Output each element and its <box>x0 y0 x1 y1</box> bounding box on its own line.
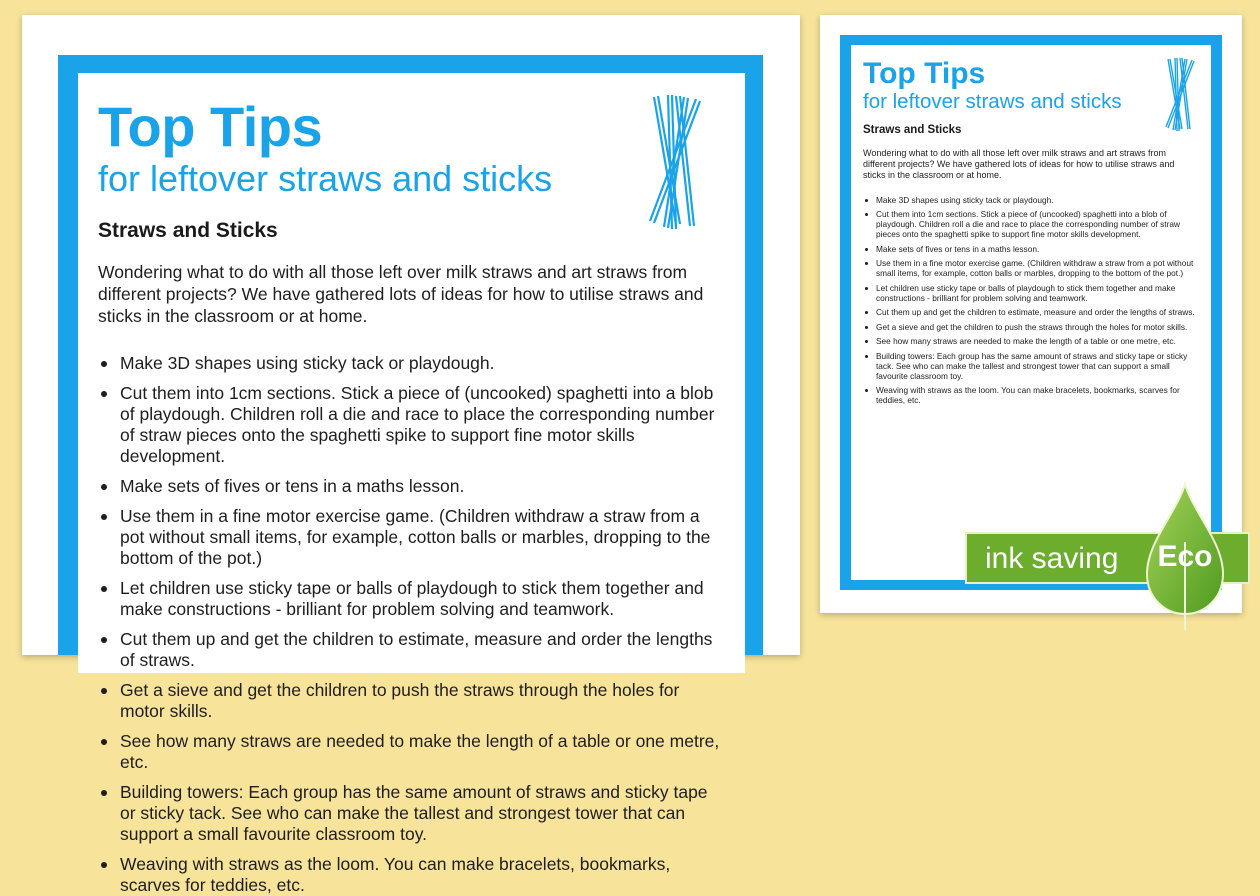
straws-icon <box>646 93 706 233</box>
ink-saving-label: ink saving <box>985 542 1119 575</box>
page-title: Top Tips <box>98 95 323 158</box>
list-item: Make 3D shapes using sticky tack or playdough. <box>863 195 1199 205</box>
list-item: Use them in a fine motor exercise game. (Children withdraw a straw from a pot without small items, for example, cotton balls or marbles, dropping to the bottom of the pot.) <box>98 506 721 569</box>
worksheet-content <box>78 73 745 895</box>
list-item: Get a sieve and get the children to push the straws through the holes for motor skills. <box>98 680 721 722</box>
list-item: Cut them into 1cm sections. Stick a piece of (uncooked) spaghetti into a blob of playdough. Children roll a die and race to place the corresponding number of straw pieces onto the spaghetti spike to support fine motor skills development. <box>98 383 721 467</box>
list-item: Cut them up and get the children to estimate, measure and order the lengths of straws. <box>98 629 721 671</box>
list-item: Make sets of fives or tens in a maths lesson. <box>863 244 1199 254</box>
tips-list <box>863 195 1199 406</box>
list-item: Make 3D shapes using sticky tack or playdough. <box>98 353 721 374</box>
list-item: Make sets of fives or tens in a maths lesson. <box>98 476 721 497</box>
section-heading: Straws and Sticks <box>98 218 278 242</box>
list-item: See how many straws are needed to make the length of a table or one metre, etc. <box>98 731 721 773</box>
page-title: Top Tips <box>863 57 986 90</box>
intro-paragraph: Wondering what to do with all those left over milk straws and art straws from different projects? We have gathered lots of ideas for how to utilise straws and sticks in the classroom or at home. <box>98 261 704 326</box>
list-item: Let children use sticky tape or balls of playdough to stick them together and make constructions - brilliant for problem solving and teamwork. <box>98 578 721 620</box>
list-item: Get a sieve and get the children to push the straws through the holes for motor skills. <box>863 322 1199 332</box>
list-item: See how many straws are needed to make the length of a table or one metre, etc. <box>863 336 1199 346</box>
list-item: Weaving with straws as the loom. You can make bracelets, bookmarks, scarves for teddies, etc. <box>98 854 721 896</box>
page-subtitle: for leftover straws and sticks <box>98 158 553 199</box>
eco-ink-saving-badge <box>965 452 1260 630</box>
eco-label: Eco <box>1157 540 1213 573</box>
section-heading: Straws and Sticks <box>863 123 962 136</box>
page-subtitle: for leftover straws and sticks <box>863 90 1122 113</box>
tips-list <box>98 353 721 896</box>
list-item: Use them in a fine motor exercise game. (Children withdraw a straw from a pot without small items, for example, cotton balls or marbles, dropping to the bottom of the pot.) <box>863 258 1199 278</box>
straws-icon <box>1163 57 1197 133</box>
list-item: Let children use sticky tape or balls of playdough to stick them together and make constructions - brilliant for problem solving and teamwork. <box>863 283 1199 303</box>
list-item: Building towers: Each group has the same amount of straws and sticky tape or sticky tack. See who can make the tallest and strongest tower that can support a small favourite classroom toy. <box>863 351 1199 381</box>
list-item: Building towers: Each group has the same amount of straws and sticky tape or sticky tack. See who can make the tallest and strongest tower that can support a small favourite classroom toy. <box>98 782 721 845</box>
list-item: Cut them up and get the children to estimate, measure and order the lengths of straws. <box>863 307 1199 317</box>
list-item: Cut them into 1cm sections. Stick a piece of (uncooked) spaghetti into a blob of playdough. Children roll a die and race to place the corresponding number of straw pieces onto the spaghetti spike to support fine motor skills development. <box>863 209 1199 239</box>
list-item: Weaving with straws as the loom. You can make bracelets, bookmarks, scarves for teddies, etc. <box>863 385 1199 405</box>
intro-paragraph: Wondering what to do with all those left over milk straws and art straws from different projects? We have gathered lots of ideas for how to utilise straws and sticks in the classroom or at home. <box>863 147 1175 180</box>
